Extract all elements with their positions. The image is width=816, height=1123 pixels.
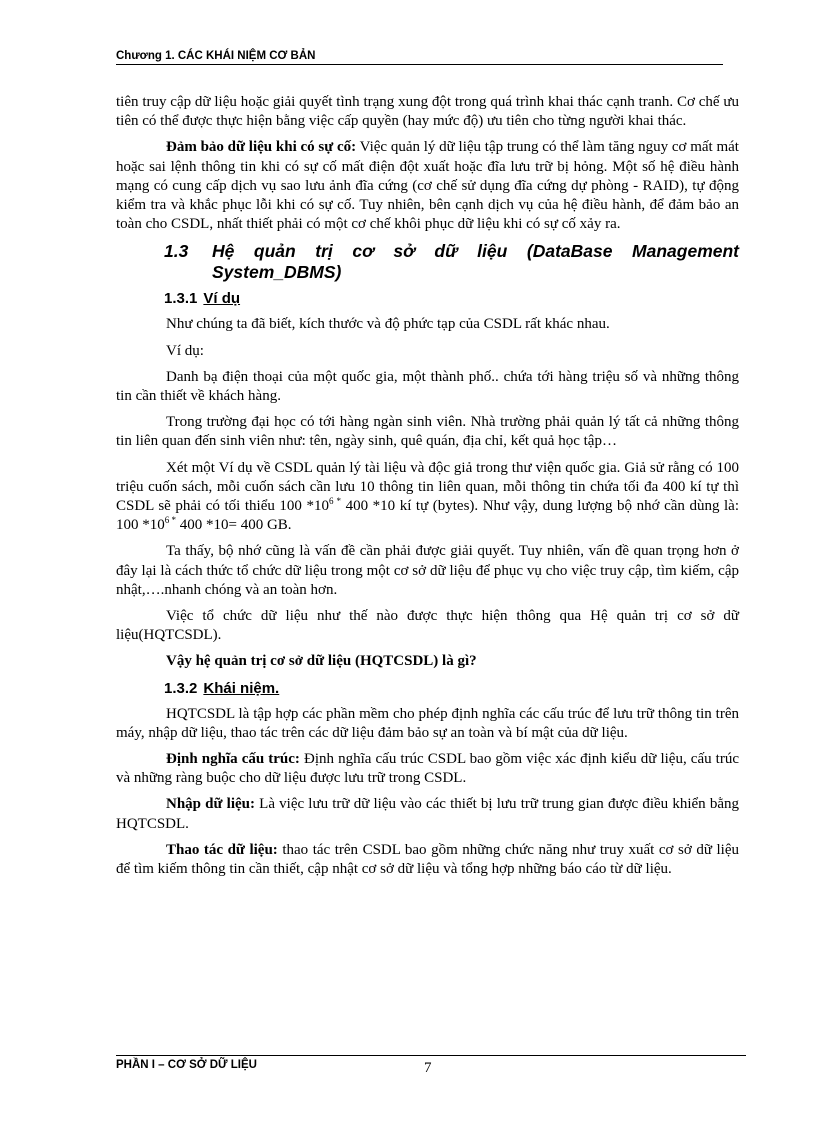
- paragraph: [116, 138, 739, 234]
- section-title: Hệ quản trị cơ sở dữ liệu (DataBase Management System_DBMS): [212, 241, 739, 283]
- subsection-heading-1-3-2: [164, 679, 739, 698]
- paragraph: [116, 841, 739, 879]
- subsection-heading-1-3-1: [164, 289, 739, 308]
- section-number: 1.3: [164, 241, 189, 262]
- paragraph: [116, 459, 739, 536]
- page-number: 7: [424, 1060, 432, 1076]
- paragraph: Ta thấy, bộ nhớ cũng là vấn đề cần phải được giải quyết. Tuy nhiên, vấn đề quan trọng hơn ở đây lại là cách thức tổ chức dữ liệu trong một cơ sở dữ liệu để phục vụ cho việc truy cập, tìm kiếm, cập nhật,….nhanh chóng và an toàn hơn.: [116, 543, 739, 598]
- paragraph-text: 400 *10 kí tự (bytes). Như vậy, dung lượng bộ nhớ cần dùng là: 100 *10: [116, 498, 740, 534]
- paragraph-text: Xét một Ví dụ về CSDL quản lý tài liệu và độc giả trong thư viện quốc gia. Giả sử rằng có 100 triệu cuốn sách, mỗi cuốn sách cần lưu 10 thông tin liên quan, mỗi thông tin chứa tối đa 400 kí tự thì CSDL sẽ phải có tối thiểu 100 *10: [116, 459, 739, 515]
- paragraph-text: 400 *10= 400 GB.: [176, 517, 292, 534]
- paragraph: Danh bạ điện thoại của một quốc gia, một thành phố.. chứa tới hàng triệu số và những thông tin cần thiết về khách hàng.: [116, 368, 739, 405]
- document-body: [116, 93, 739, 886]
- subsection-title: Ví dụ: [203, 290, 241, 308]
- subsection-number: 1.3.1: [164, 290, 198, 308]
- paragraph-text: thao tác trên CSDL bao gồm những chức năng như truy xuất cơ sở dữ liệu để tìm kiếm thông tin cần thiết, cập nhật cơ sở dữ liệu và tổng hợp những báo cáo từ dữ liệu.: [116, 841, 739, 878]
- superscript: 6 *: [164, 515, 176, 526]
- footer-part-label: PHẦN I – CƠ SỞ DỮ LIỆU: [116, 1055, 746, 1071]
- paragraph: Ví dụ:: [166, 342, 204, 359]
- section-heading-1-3: [164, 241, 739, 283]
- paragraph: [116, 652, 739, 671]
- subsection-title: Khái niệm.: [203, 679, 280, 697]
- paragraph: [116, 795, 739, 833]
- bold-lead: Định nghĩa cấu trúc:: [166, 751, 300, 768]
- paragraph-text: Là việc lưu trữ dữ liệu vào các thiết bị lưu trữ trung gian được điều khiển bằng HQTCSDL.: [116, 796, 739, 832]
- paragraph-text: Định nghĩa cấu trúc CSDL bao gồm việc xác định kiểu dữ liệu, cấu trúc và những ràng buộc cho dữ liệu được lưu trữ trong CSDL.: [116, 751, 740, 787]
- bold-question: Vậy hệ quản trị cơ sở dữ liệu (HQTCSDL) là gì?: [166, 653, 477, 670]
- bold-lead: Thao tác dữ liệu:: [166, 841, 278, 858]
- paragraph: Việc tổ chức dữ liệu như thế nào được thực hiện thông qua Hệ quản trị cơ sở dữ liệu(HQTCSDL).: [116, 608, 739, 644]
- superscript: 6 *: [328, 496, 342, 507]
- bold-lead: Nhập dữ liệu:: [166, 796, 256, 813]
- paragraph: Trong trường đại học có tới hàng ngàn sinh viên. Nhà trường phải quản lý tất cả những thông tin liên quan đến sinh viên như: tên, ngày sinh, quê quán, địa chỉ, kết quả học tập…: [116, 414, 739, 450]
- paragraph: HQTCSDL là tập hợp các phần mềm cho phép định nghĩa các cấu trúc để lưu trữ thông tin trên máy, nhập dữ liệu, thao tác trên các dữ liệu đảm bảo sự an toàn và bí mật của dữ liệu.: [116, 705, 739, 741]
- bold-lead: Đảm bảo dữ liệu khi có sự cố:: [166, 139, 357, 156]
- paragraph: [116, 750, 739, 788]
- paragraph: Như chúng ta đã biết, kích thước và độ phức tạp của CSDL rất khác nhau.: [166, 316, 610, 333]
- chapter-header: Chương 1. CÁC KHÁI NIỆM CƠ BẢN: [116, 50, 723, 65]
- paragraph-text: Việc quản lý dữ liệu tập trung có thể làm tăng nguy cơ mất mát hoặc sai lệnh thông tin khi có sự cố mất điện đột xuất hoặc đĩa lưu trữ bị hỏng. Một số hệ điều hành mạng có cung cấp dịch vụ sao lưu ảnh đĩa cứng (cơ chế sử dụng đĩa cứng dự phòng - RAID), tự động kiểm tra và khắc phục lỗi khi có sự cố. Tuy nhiên, bên cạnh dịch vụ của hệ điều hành, để đảm bảo an toàn cho CSDL, nhất thiết phải có một cơ chế khôi phục dữ liệu khi có sự cố xảy ra.: [116, 139, 739, 233]
- subsection-number: 1.3.2: [164, 679, 198, 697]
- paragraph: tiên truy cập dữ liệu hoặc giải quyết tình trạng xung đột trong quá trình khai thác cạnh tranh. Cơ chế ưu tiên có thể được thực hiện bằng việc cấp quyền (hay mức độ) ưu tiên cho từng người khai thác.: [116, 94, 739, 130]
